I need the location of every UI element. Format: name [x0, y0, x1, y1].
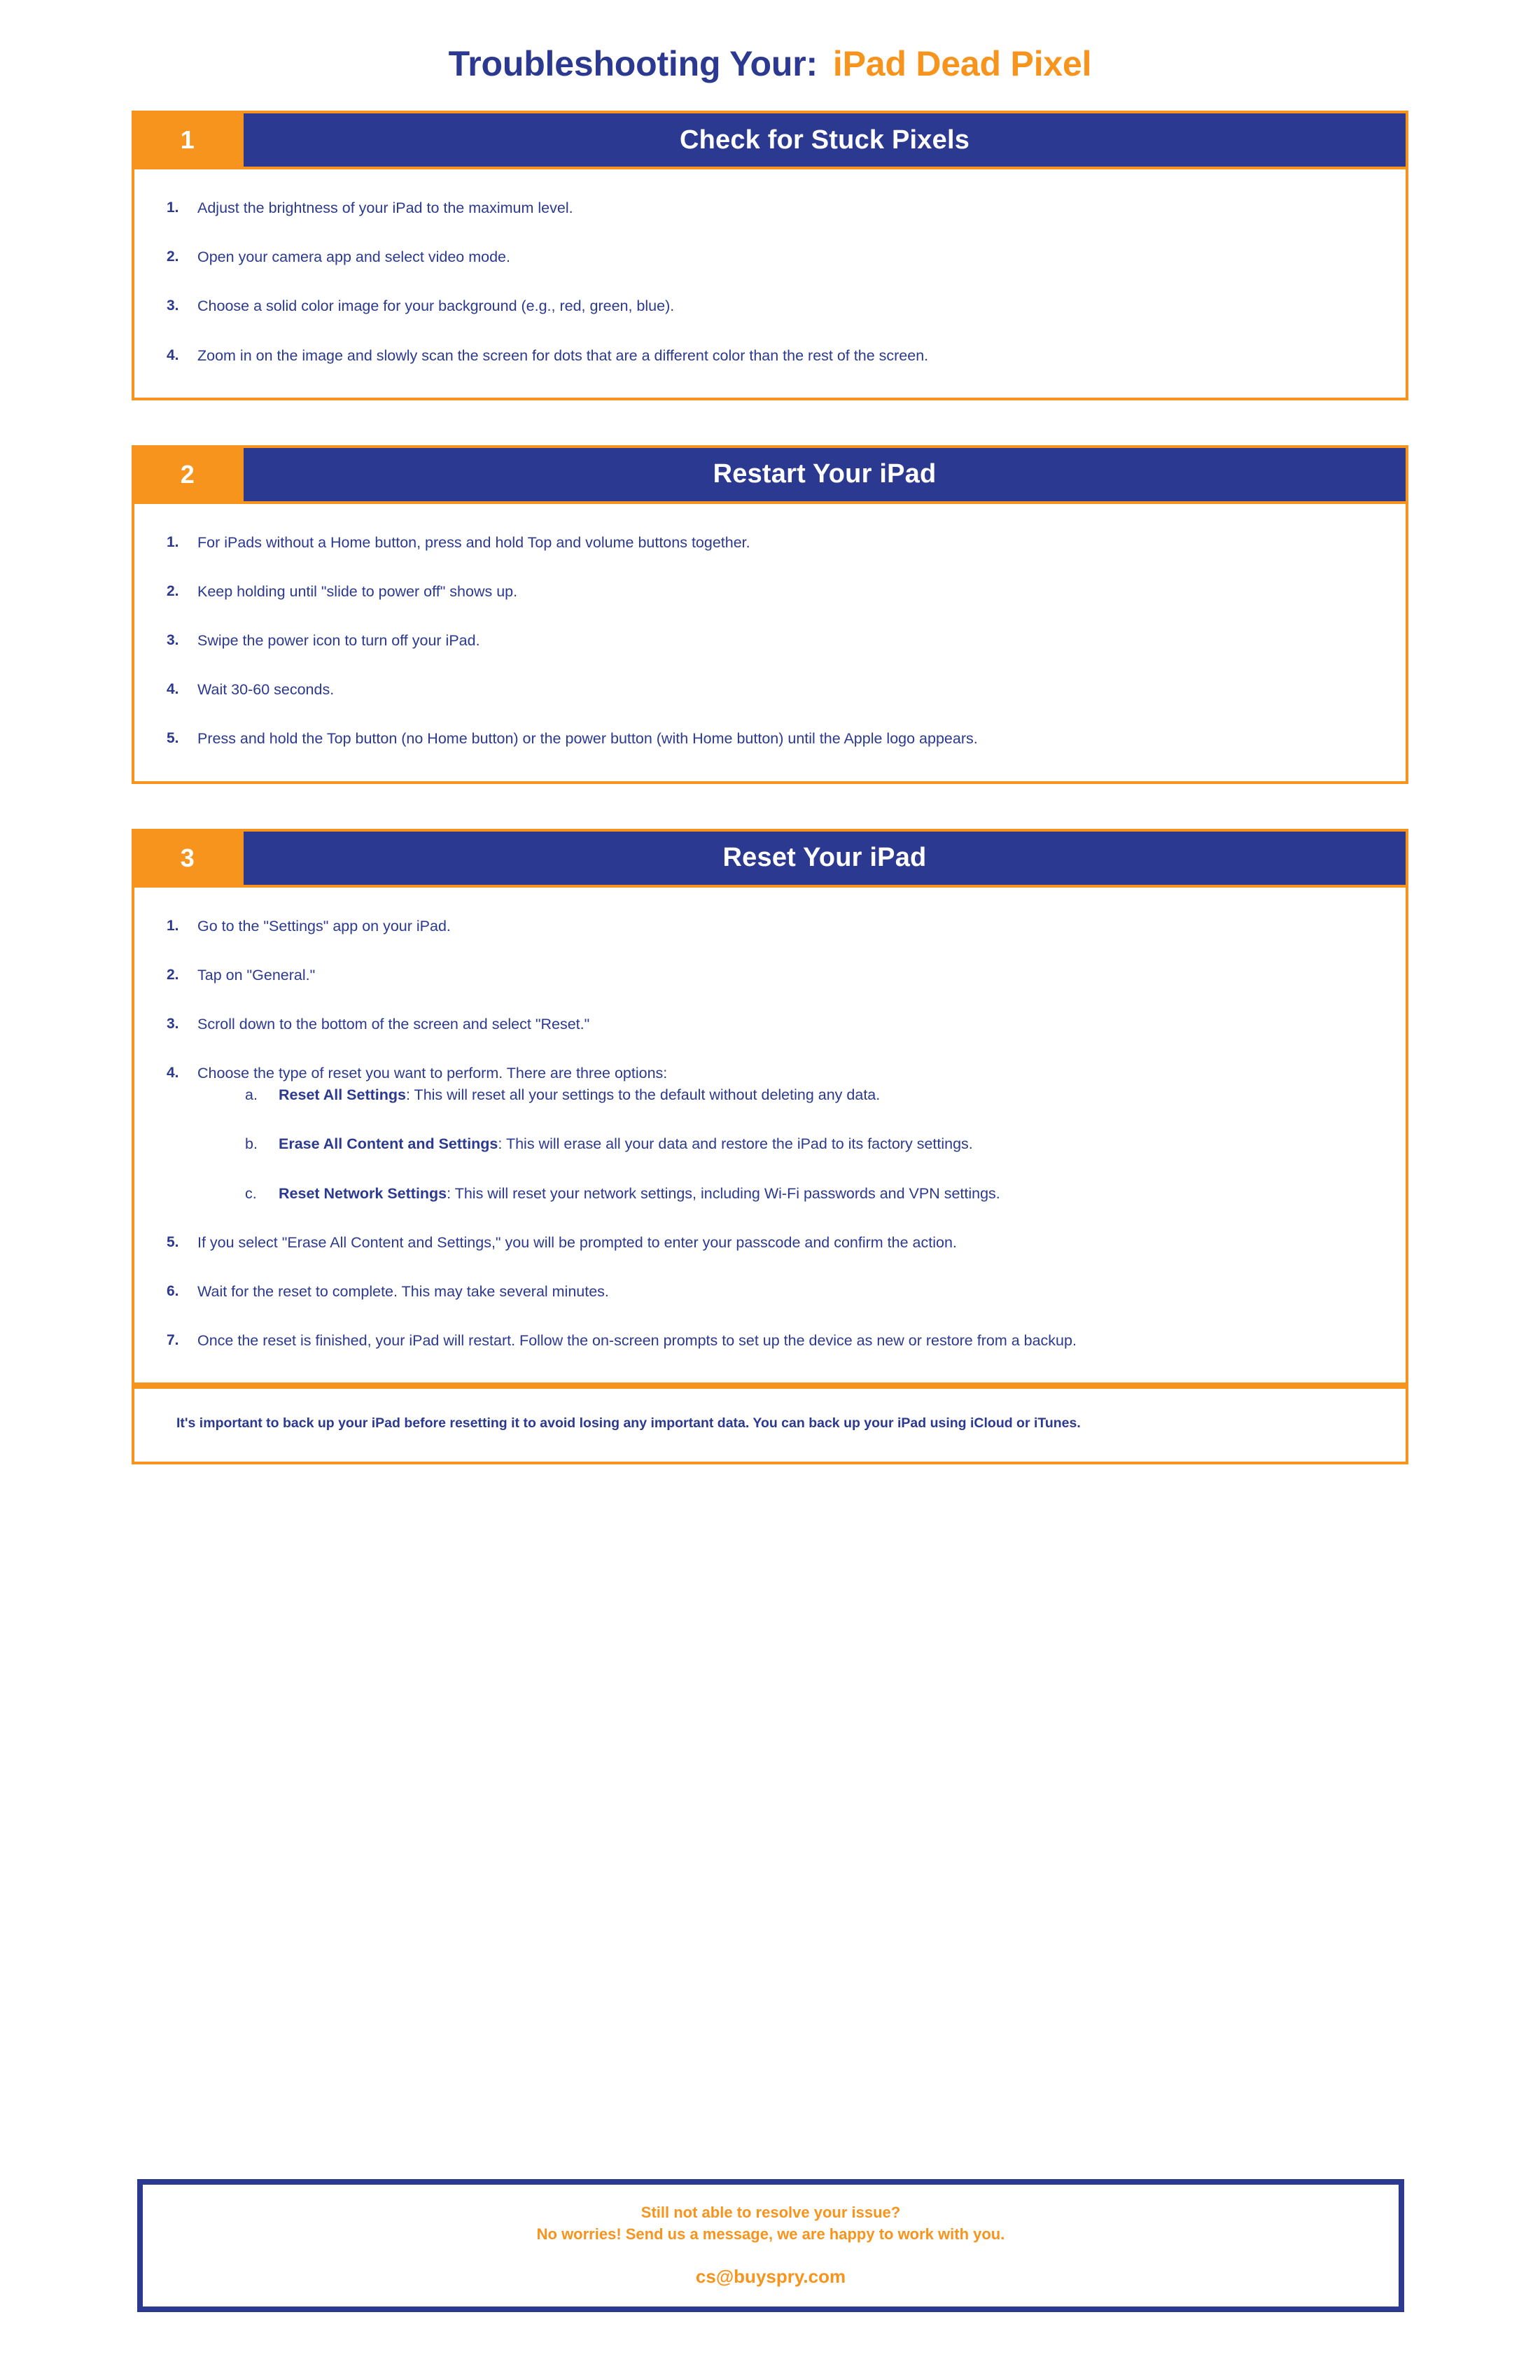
list-marker: 4. — [167, 681, 179, 698]
list-marker: 3. — [167, 1015, 179, 1032]
step-list — [167, 197, 1373, 367]
page-title-main: Troubleshooting Your: — [448, 44, 818, 83]
section-header — [132, 829, 1408, 888]
footer-email[interactable]: cs@buyspry.com — [695, 2266, 846, 2288]
section-number-badge: 1 — [134, 113, 241, 167]
list-marker: 4. — [167, 1065, 179, 1082]
list-marker: 1. — [167, 533, 179, 550]
list-text: Choose a solid color image for your background (e.g., red, green, blue). — [197, 298, 675, 315]
footer-line-1: Still not able to resolve your issue? — [640, 2204, 901, 2221]
list-item — [167, 246, 1373, 268]
sub-list-marker: a. — [245, 1086, 258, 1104]
list-text: For iPads without a Home button, press and hold Top and volume buttons together. — [197, 533, 750, 551]
section-body — [132, 169, 1408, 400]
sub-list-item — [245, 1183, 1373, 1205]
list-text: Once the reset is finished, your iPad will restart. Follow the on-screen prompts to set up the device as new or restore from a backup. — [197, 1332, 1077, 1350]
list-text: Swipe the power icon to turn off your iPad. — [197, 632, 480, 650]
sub-list-item — [245, 1133, 1373, 1155]
list-item — [167, 1281, 1373, 1303]
list-item — [167, 197, 1373, 219]
list-marker: 1. — [167, 917, 179, 934]
page-title — [0, 0, 1540, 84]
section-title: Check for Stuck Pixels — [241, 113, 1406, 167]
list-marker: 3. — [167, 632, 179, 649]
section-body — [132, 504, 1408, 784]
list-text: Adjust the brightness of your iPad to the maximum level. — [197, 200, 573, 216]
sub-list-item — [245, 1084, 1373, 1106]
list-text: Scroll down to the bottom of the screen and select "Reset." — [197, 1015, 590, 1032]
sub-list-term: Reset All Settings — [279, 1086, 406, 1104]
list-marker: 5. — [167, 1233, 179, 1250]
backup-note-box — [132, 1385, 1408, 1464]
section-number-badge: 2 — [134, 448, 241, 501]
sub-list-desc: : This will reset your network settings, including Wi-Fi passwords and VPN settings. — [447, 1184, 1000, 1202]
list-text: Zoom in on the image and slowly scan the screen for dots that are a different color than the rest of the screen. — [197, 346, 929, 364]
list-marker: 7. — [167, 1332, 179, 1349]
list-text: If you select "Erase All Content and Settings," you will be prompted to enter your passcode and confirm the action. — [197, 1233, 957, 1251]
sub-list-desc: : This will reset all your settings to the default without deleting any data. — [406, 1086, 881, 1104]
section-number-badge: 3 — [134, 832, 241, 885]
list-text: Choose the type of reset you want to perform. There are three options: — [197, 1065, 668, 1082]
list-item — [167, 295, 1373, 317]
footer-line-2: No worries! Send us a message, we are happy to work with you. — [536, 2225, 1005, 2244]
sub-list-marker: c. — [245, 1184, 257, 1202]
list-item — [167, 630, 1373, 652]
section-title: Restart Your iPad — [241, 448, 1406, 501]
section-restart-your-ipad — [132, 445, 1408, 784]
list-marker: 2. — [167, 248, 179, 265]
list-marker: 3. — [167, 298, 179, 314]
list-item — [167, 679, 1373, 701]
section-reset-your-ipad — [132, 829, 1408, 1386]
list-item — [167, 965, 1373, 986]
list-text: Tap on "General." — [197, 966, 316, 983]
section-check-for-stuck-pixels — [132, 111, 1408, 400]
list-marker: 1. — [167, 200, 179, 216]
sub-list-desc: : This will erase all your data and restore the iPad to its factory settings. — [498, 1135, 973, 1153]
list-marker: 4. — [167, 346, 179, 363]
list-text: Wait for the reset to complete. This may take several minutes. — [197, 1282, 609, 1300]
section-body — [132, 888, 1408, 1386]
list-item — [167, 532, 1373, 554]
sub-step-list — [167, 1084, 1373, 1205]
list-text: Open your camera app and select video mode. — [197, 248, 510, 266]
page-title-accent: iPad Dead Pixel — [832, 44, 1092, 83]
list-item — [167, 581, 1373, 603]
section-header — [132, 445, 1408, 504]
list-item — [167, 1063, 1373, 1084]
step-list-continued — [167, 1232, 1373, 1352]
sub-list-marker: b. — [245, 1135, 258, 1153]
section-header — [132, 111, 1408, 169]
list-text: Wait 30-60 seconds. — [197, 681, 335, 699]
list-item — [167, 1232, 1373, 1254]
sub-list-text — [279, 1133, 1373, 1155]
step-list — [167, 532, 1373, 750]
list-item — [167, 728, 1373, 750]
list-item — [167, 1330, 1373, 1352]
list-item — [167, 916, 1373, 937]
contact-footer-box — [137, 2179, 1404, 2312]
list-text: Keep holding until "slide to power off" shows up. — [197, 582, 518, 600]
list-marker: 2. — [167, 966, 179, 983]
list-text: Go to the "Settings" app on your iPad. — [197, 917, 451, 934]
list-item — [167, 1014, 1373, 1035]
sub-list-term: Reset Network Settings — [279, 1184, 447, 1202]
list-marker: 5. — [167, 730, 179, 747]
sub-list-text — [279, 1084, 1373, 1106]
backup-note-text: It's important to back up your iPad before resetting it to avoid losing any important data. You can back up your iPad using iCloud or iTunes. — [176, 1415, 1081, 1432]
step-list — [167, 916, 1373, 1085]
list-text: Press and hold the Top button (no Home button) or the power button (with Home button) until the Apple logo appears. — [197, 730, 978, 748]
sub-list-text — [279, 1183, 1373, 1205]
list-marker: 6. — [167, 1282, 179, 1299]
list-marker: 2. — [167, 582, 179, 599]
sub-list-term: Erase All Content and Settings — [279, 1135, 498, 1153]
section-title: Reset Your iPad — [241, 832, 1406, 885]
list-item — [167, 345, 1373, 367]
